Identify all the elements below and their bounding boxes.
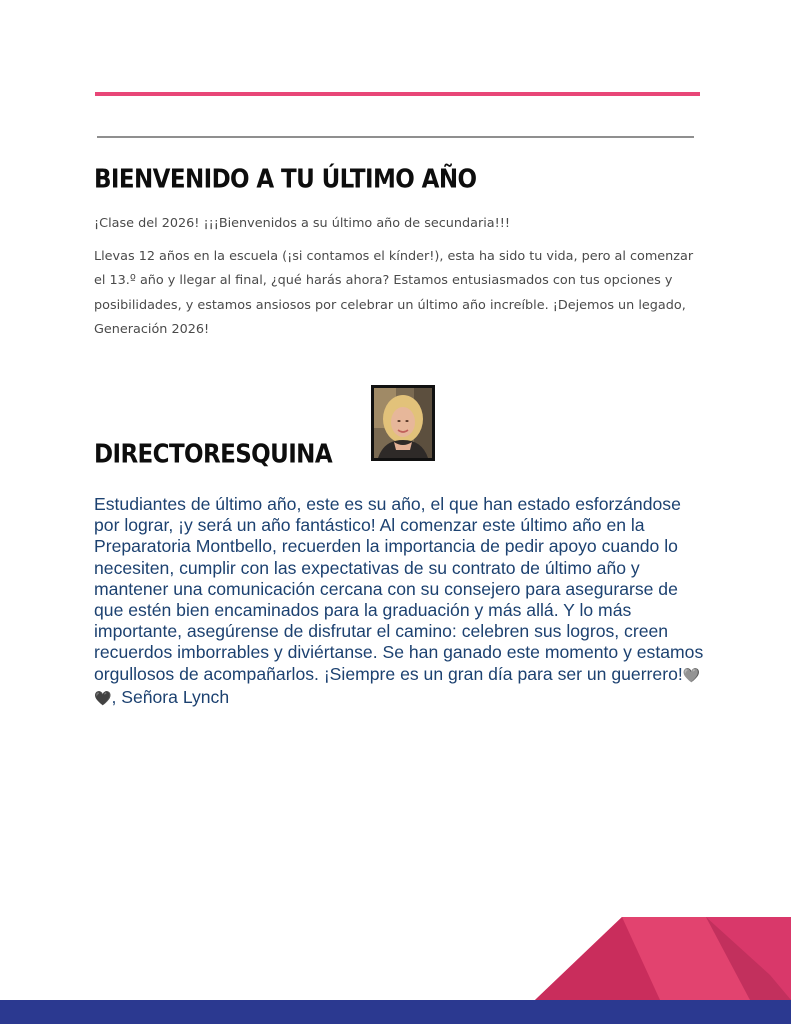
- director-message-text: Estudiantes de último año, este es su año, el que han estado esforzándose por lograr, ¡y será un año fantástico! Al comenzar este último año en la Preparatoria Montbello, recuerden la importancia de pedir apoyo cuando lo necesiten, cumplir con las expectativas de su contrato de último año y mantener una comunicación cercana con su consejero para asegurarse de que estén bien encaminados para la graduación y más allá. Y lo más importante, asegúrense de disfrutar el camino: celebren sus logros, creen recuerdos imborrables y diviértanse. Se han ganado este momento y estamos orgullosos de acompañarlos. ¡Siempre es un gran día para ser un guerrero!: [94, 494, 704, 684]
- welcome-paragraph: Llevas 12 años en la escuela (¡si contamos el kínder!), esta ha sido tu vida, pero al comenzar el 13.º año y llegar al final, ¿qué harás ahora? Estamos entusiasmados con tus opciones y posibilidades, y estamos ansiosos por celebrar un último año increíble. ¡Dejemos un legado, Generación 2026!: [94, 249, 694, 338]
- welcome-title: BIENVENIDO A TU ÚLTIMO AÑO: [94, 165, 477, 195]
- director-signature: , Señora Lynch: [111, 686, 230, 707]
- welcome-intro-line: ¡Clase del 2026! ¡¡¡Bienvenidos a su último año de secundaria!!!: [94, 216, 511, 231]
- director-corner-title: DIRECTORESQUINA: [94, 440, 333, 470]
- heart-emoji-icon: 🩶🖤: [94, 667, 701, 707]
- footer-navy-band: [0, 1000, 791, 1024]
